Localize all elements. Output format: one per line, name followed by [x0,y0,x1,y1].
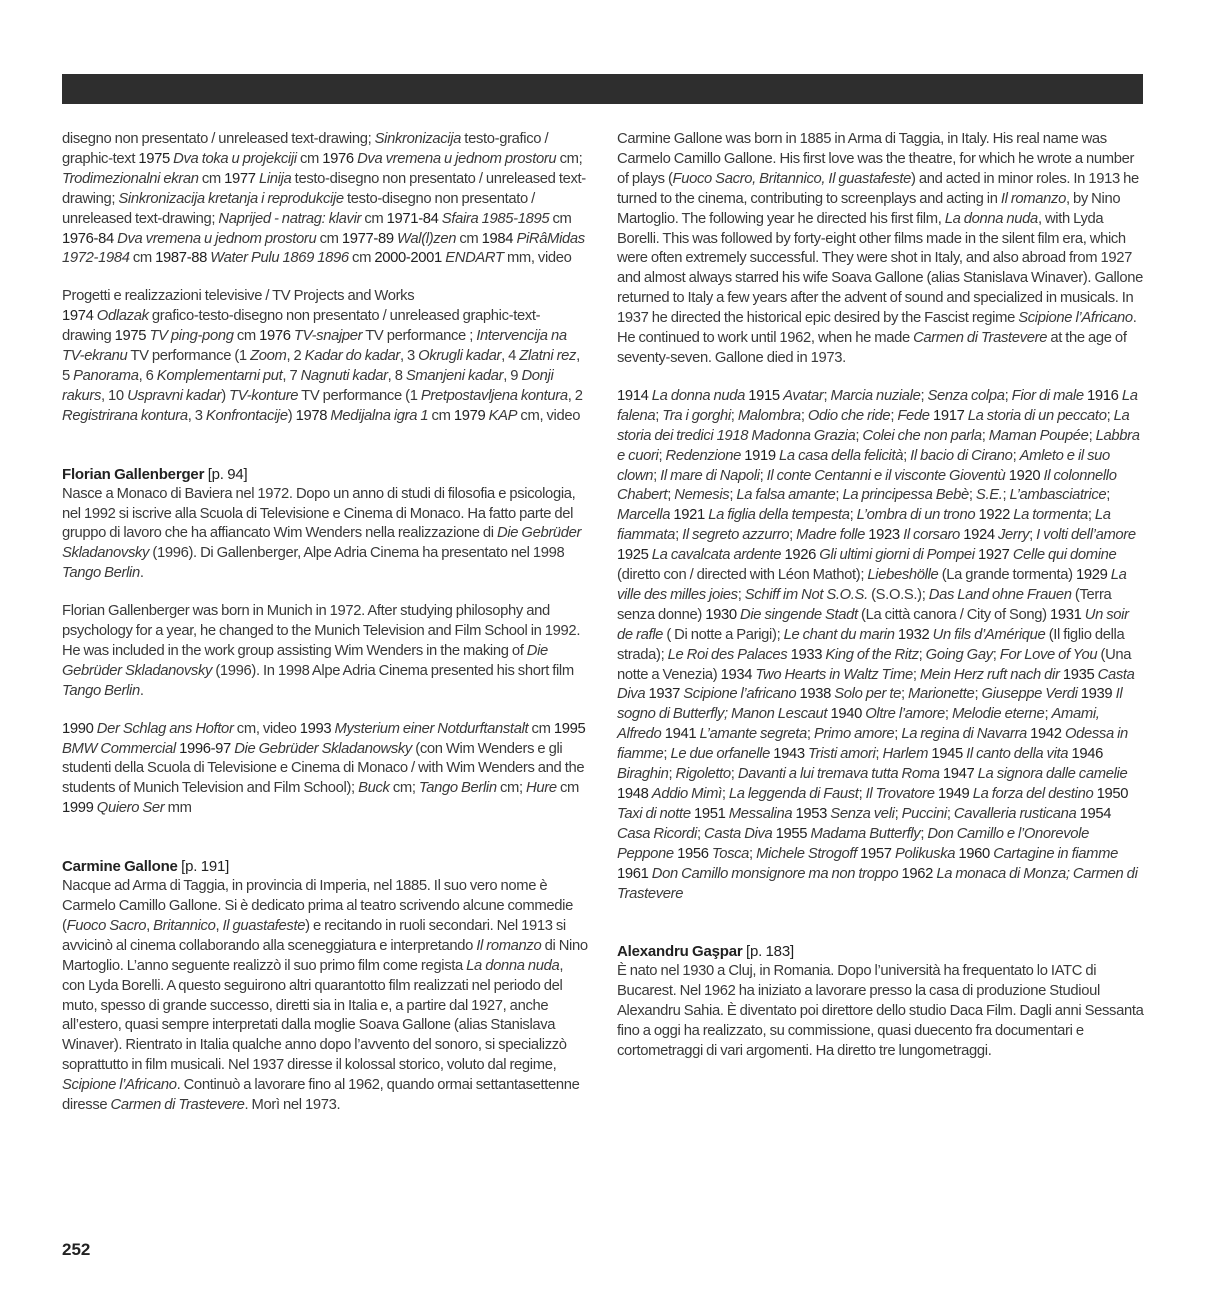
director-name: Florian Gallenberger [62,465,205,483]
page-reference: [p. 94] [207,465,248,483]
entry-gaspar [617,942,1145,1061]
bio-italian: È nato nel 1930 a Cluj, in Romania. Dopo l’università ha frequentato lo IATC di Bucarest. Nel 1962 ha iniziato a lavorare presso la casa di produzione Studioul Alexandru Sahia. È diventato poi direttore dello studio Daca Film. Dagli anni Sessanta fino a oggi ha realizzato, su commissione, quasi duecento fra documentari e cortometraggi di vari argomenti. Ha diretto tre lungometraggi. [617,963,1144,1059]
left-column [62,130,588,1116]
tv-projects: Progetti e realizzazioni televisive / TV Projects and Works 1974 Odlazak grafico-testo-disegno non presentato / unreleased graphic-text-drawing 1975 TV ping-pong cm 1976 TV-snajper TV performance ; Intervencija na TV-ekranu TV performance (1 Zoom, 2 Kadar do kadar, 3 Okrugli kadar, 4 Zlatni rez, 5 Panorama, 6 Komplementarni put, 7 Nagnuti kadar, 8 Smanjeni kadar, 9 Donji rakurs, 10 Uspravni kadar) TV-konture TV performance (1 Pretpostavljena kontura, 2 Registrirana kontura, 3 Konfrontacije) 1978 Medijalna igra 1 cm 1979 KAP cm, video [62,288,583,424]
right-column [617,130,1145,1062]
entry-gallenberger [62,465,588,820]
entry-heading [62,857,588,877]
director-name: Carmine Gallone [62,858,178,876]
filmography-continued: disegno non presentato / unreleased text-drawing; Sinkronizacija testo-grafico / graphic-text 1975 Dva toka u projekciji cm 1976 Dva vremena u jednom prostoru cm; Trodimezionalni ekran cm 1977 Linija testo-disegno non presentato / unreleased text-drawing; Sinkronizacija kretanja i reprodukcije testo-disegno non presentato / unreleased text-drawing; Naprijed - natrag: klavir cm 1971-84 Sfaira 1985-1895 cm 1976-84 Dva vremena u jednom prostoru cm 1977-89 Wal(l)zen cm 1984 PiRâMidas 1972-1984 cm 1987-88 Water Pulu 1869 1896 cm 2000-2001 ENDART mm, video [62,131,586,267]
entry-heading [62,465,588,485]
bio-italian: Nacque ad Arma di Taggia, in provincia di Imperia, nel 1885. Il suo vero nome è Carmelo Camillo Gallone. Si è dedicato prima al teatro scrivendo alcune commedie (Fuoco Sacro, Britannico, Il guastafeste) e recitando in ruoli secondari. Nel 1913 si avvicinò al cinema collaborando alla sceneggiatura e interpretando Il romanzo di Nino Martoglio. L’anno seguente realizzò il suo primo film come regista La donna nuda, con Lyda Borelli. A questo seguirono altri quarantotto film realizzati nel periodo del muto, spesso di grande successo, diretti sia in Italia e, a partire dal 1927, anche all’estero, quasi sempre interpretati dalla moglie Soava Gallone (alias Stanislava Winaver). Rientrato in Italia qualche anno dopo l’avvento del sonoro, si specializzò soprattutto in film musicali. Nel 1937 diresse il kolossal storico, voluto dal regime, Scipione l’Africano. Continuò a lavorare fino al 1962, quando ormai settantasettenne diresse Carmen di Trastevere. Morì nel 1973. [62,878,588,1114]
page-reference: [p. 183] [745,943,794,961]
entry-gallone [62,857,588,1116]
filmography: 1990 Der Schlag ans Hoftor cm, video 1993 Mysterium einer Notdurftanstalt cm 1995 BMW Commercial 1996-97 Die Gebrüder Skladanowsky (con Wim Wenders e gli studenti della Scuola di Televisione e Cinema di Monaco / with Wim Wenders and the students of Munich Television and Film School); Buck cm; Tango Berlin cm; Hure cm 1999 Quiero Ser mm [62,720,586,817]
page-number: 252 [62,1240,91,1259]
page-reference: [p. 191] [181,858,230,876]
bio-english: Carmine Gallone was born in 1885 in Arma di Taggia, in Italy. His real name was Carmelo Camillo Gallone. His first love was the theatre, for which he wrote a number of plays (Fuoco Sacro, Britannico, Il guastafeste) and acted in minor roles. In 1913 he turned to the cinema, contributing to screenplays and acting in Il romanzo, by Nino Martoglio. The following year he directed his first film, La donna nuda, with Lyda Borelli. This was followed by forty-eight other films made in the silent film era, which were often extremely successful. They were shot in Italy, and also abroad from 1927 and almost always starred his wife Soava Gallone (alias Stanislava Winaver). Gallone returned to Italy a few years after the advent of sound and specialized in musicals. In 1937 he directed the historical epic desired by the Fascist regime Scipione l’Africano. He continued to work until 1962, when he made Carmen di Trastevere at the age of seventy-seven. Gallone died in 1973. [617,131,1143,366]
entry-heading [617,942,1145,962]
header-bar [62,74,1143,104]
bio-english: Florian Gallenberger was born in Munich in 1972. After studying philosophy and psychology for a year, he changed to the Munich Television and Film School in 1992. He was included in the work group assisting Wim Wenders in the making of Die Gebrüder Skladanovsky (1996). In 1998 Alpe Adria Cinema presented his short film Tango Berlin. [62,603,581,699]
bio-italian: Nasce a Monaco di Baviera nel 1972. Dopo un anno di studi di filosofia e psicologia, nel 1992 si iscrive alla Scuola di Televisione e Cinema di Monaco. Ha fatto parte del gruppo di lavoro che ha affiancato Wim Wenders nella realizzazione di Die Gebrüder Skladanovsky (1996). Di Gallenberger, Alpe Adria Cinema ha presentato nel 1998 Tango Berlin. [62,485,582,582]
filmography: 1914 La donna nuda 1915 Avatar; Marcia nuziale; Senza colpa; Fior di male 1916 La falena; Tra i gorghi; Malombra; Odio che ride; Fede 1917 La storia di un peccato; La storia dei tredici 1918 Madonna Grazia; Colei che non parla; Maman Poupée; Labbra e cuori; Redenzione 1919 La casa della felicità; Il bacio di Cirano; Amleto e il suo clown; Il mare di Napoli; Il conte Centanni e il visconte Gioventù 1920 Il colonnello Chabert; Nemesis; La falsa amante; La principessa Bebè; S.E.; L’ambasciatrice; Marcella 1921 La figlia della tempesta; L’ombra di un trono 1922 La tormenta; La fiammata; Il segreto azzurro; Madre folle 1923 Il corsaro 1924 Jerry; I volti dell’amore 1925 La cavalcata ardente 1926 Gli ultimi giorni di Pompei 1927 Celle qui domine (diretto con / directed with Léon Mathot); Liebeshölle (La grande tormenta) 1929 La ville des milles joies; Schiff im Not S.O.S. (S.O.S.); Das Land ohne Frauen (Terra senza donne) 1930 Die singende Stadt (La città canora / City of Song) 1931 Un soir de rafle ( Di notte a Parigi); Le chant du marin 1932 Un fils d’Amérique (Il figlio della strada); Le Roi des Palaces 1933 King of the Ritz; Going Gay; For Love of You (Una notte a Venezia) 1934 Two Hearts in Waltz Time; Mein Herz ruft nach dir 1935 Casta Diva 1937 Scipione l’africano 1938 Solo per te; Marionette; Giuseppe Verdi 1939 Il sogno di Butterfly; Manon Lescaut 1940 Oltre l’amore; Melodie eterne; Amami, Alfredo 1941 L’amante segreta; Primo amore; La regina di Navarra 1942 Odessa in fiamme; Le due orfanelle 1943 Tristi amori; Harlem 1945 Il canto della vita 1946 Biraghin; Rigoletto; Davanti a lui tremava tutta Roma 1947 La signora dalle camelie 1948 Addio Mimì; La leggenda di Faust; Il Trovatore 1949 La forza del destino 1950 Taxi di notte 1951 Messalina 1953 Senza veli; Puccini; Cavalleria rusticana 1954 Casa Ricordi; Casta Diva 1955 Madama Butterfly; Don Camillo e l’Onorevole Peppone 1956 Tosca; Michele Strogoff 1957 Polikuska 1960 Cartagine in fiamme 1961 Don Camillo monsignore ma non troppo 1962 La monaca di Monza; Carmen di Trastevere [617,387,1140,902]
director-name: Alexandru Gaşpar [617,943,743,961]
